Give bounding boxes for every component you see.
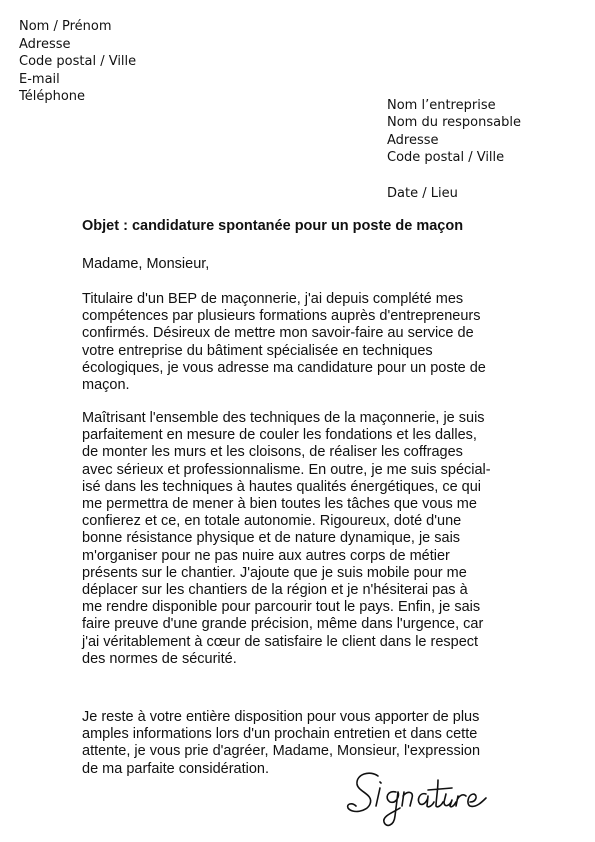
paragraph-line: confirmés. Désireux de mettre mon savoir-faire au service de (82, 325, 474, 342)
paragraph-line: écologiques, je vous adresse ma candidature pour un poste de (82, 359, 486, 376)
paragraph-line: présents sur le chantier. J'ajoute que je suis mobile pour me (82, 564, 467, 581)
paragraph-line: votre entreprise du bâtiment spécialisée en techniques (82, 342, 433, 359)
paragraph-line: déplacer sur les chantiers de la région et je n'hésiterai pas à (82, 582, 468, 599)
date-place: Date / Lieu (387, 186, 458, 201)
paragraph-line: parfaitement en mesure de couler les fondations et les dalles, (82, 427, 477, 444)
recipient-manager: Nom du responsable (387, 115, 521, 131)
recipient-block (387, 97, 521, 167)
paragraph-line: bonne résistance physique et de nature dynamique, je sais (82, 530, 461, 547)
letter-subject: Objet : candidature spontanée pour un poste de maçon (82, 218, 464, 234)
paragraph-line: de monter les murs et les cloisons, de réaliser les coffrages (82, 444, 463, 461)
sender-name: Nom / Prénom (19, 19, 112, 34)
paragraph-line: isé dans les techniques à hautes qualités énergétiques, ce qui (82, 478, 482, 495)
paragraph-line: me permettra de mener à bien toutes les tâches que vous me (82, 496, 477, 513)
paragraph-2 (82, 410, 522, 668)
paragraph-line: des normes de sécurité. (82, 650, 237, 667)
paragraph-line: m'organiser pour ne pas nuire aux autres corps de métier (82, 547, 450, 564)
paragraph-line: de ma parfaite considération. (82, 760, 269, 777)
paragraph-line: attente, je vous prie d'agréer, Madame, Monsieur, l'expression (82, 743, 481, 760)
paragraph-line: maçon. (82, 377, 130, 394)
paragraph-line: confierez et ce, en totale autonomie. Rigoureux, doté d'une (82, 513, 462, 530)
paragraph-line: avec sérieux et professionnalisme. En outre, je me suis spécial- (82, 461, 491, 478)
recipient-address: Adresse (387, 132, 439, 148)
paragraph-line: compétences par plusieurs formations auprès d'entrepreneurs (82, 308, 481, 325)
paragraph-line: faire preuve d'une grande précision, même dans l'urgence, car (82, 616, 484, 633)
paragraph-1 (82, 291, 522, 394)
recipient-postal-city: Code postal / Ville (387, 150, 505, 166)
paragraph-line: amples informations lors d'un prochain entretien et dans cette (82, 726, 478, 743)
paragraph-line: j'ai véritablement à cœur de satisfaire le client dans le respect (82, 633, 479, 650)
paragraph-line: me rendre disponible pour parcourir tout le pays. Enfin, je sais (82, 599, 481, 616)
paragraph-line: Je reste à votre entière disposition pour vous apporter de plus (82, 709, 480, 725)
paragraph-line: Titulaire d'un BEP de maçonnerie, j'ai depuis complété mes (82, 291, 464, 307)
paragraph-line: Maîtrisant l'ensemble des techniques de la maçonnerie, je suis (82, 410, 485, 426)
salutation: Madame, Monsieur, (82, 256, 210, 272)
recipient-company: Nom l’entreprise (387, 98, 496, 113)
sender-postal-city: Code postal / Ville (19, 54, 137, 70)
sender-block (19, 18, 136, 106)
sender-phone: Téléphone (19, 89, 86, 105)
sender-address: Adresse (19, 36, 71, 52)
sender-email: E-mail (19, 71, 60, 87)
handwritten-signature (340, 762, 500, 838)
